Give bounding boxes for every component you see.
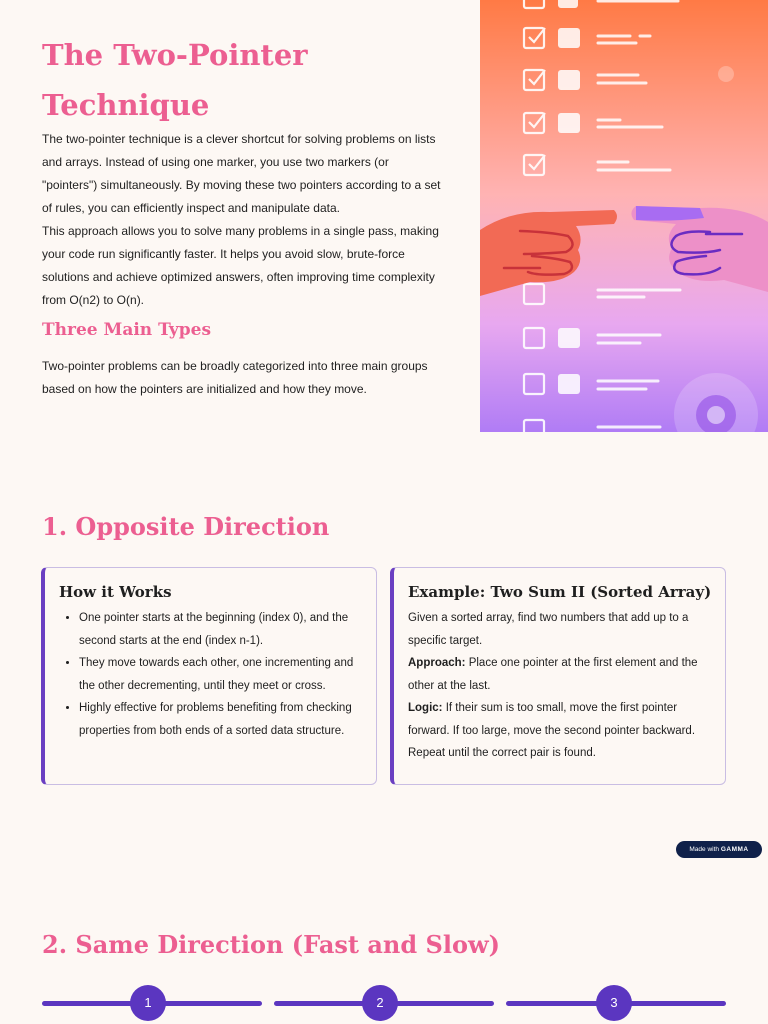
approach-label: Approach: bbox=[408, 657, 466, 669]
page-title: The Two-Pointer Technique bbox=[42, 38, 308, 122]
intro-paragraph-2: This approach allows you to solve many problems in a single pass, making your code run significantly faster. It helps you avoid slow, brute-force solutions and achieve optimized answers, often improving time complexity from O(n2) to O(n). bbox=[42, 224, 439, 307]
types-heading: Three Main Types bbox=[42, 320, 212, 340]
intro-paragraph-1: The two-pointer technique is a clever shortcut for solving problems on lists and arrays. Instead of using one marker, you use two markers (or "pointers") simultaneously. By moving these two pointers according to a set of rules, you can efficiently inspect and manipulate data. bbox=[42, 132, 441, 215]
card-title: Example: Two Sum II (Sorted Array) bbox=[408, 583, 712, 601]
how-it-works-card bbox=[41, 567, 377, 785]
approach-body: Place one pointer at the first element and the other at the last. bbox=[408, 657, 698, 692]
example-card bbox=[390, 567, 726, 785]
step-number-2: 2 bbox=[362, 985, 398, 1021]
list-item: • They move towards each other, one incrementing and the other decrementing, until they meet or cross. bbox=[79, 652, 364, 697]
logic-label: Logic: bbox=[408, 702, 443, 714]
section-heading-same-direction: 2. Same Direction (Fast and Slow) bbox=[42, 930, 500, 959]
hero-illustration bbox=[480, 0, 768, 432]
step-number-3: 3 bbox=[596, 985, 632, 1021]
types-text: Two-pointer problems can be broadly categorized into three main groups based on how the pointers are initialized and how they move. bbox=[42, 359, 428, 396]
logic-body: If their sum is too small, move the first pointer forward. If too large, move the second pointer backward. Repeat until the correct pair is found. bbox=[408, 702, 696, 759]
example-description: Given a sorted array, find two numbers that add up to a specific target. bbox=[408, 612, 689, 647]
made-with-gamma-badge[interactable] bbox=[676, 841, 762, 858]
logic-text bbox=[408, 697, 713, 765]
badge-brand: GAMMA bbox=[720, 846, 749, 853]
list-item: • One pointer starts at the beginning (index 0), and the second starts at the end (index n-1). bbox=[79, 607, 364, 652]
how-it-works-list bbox=[59, 607, 364, 742]
card-title: How it Works bbox=[59, 583, 172, 601]
list-item: • Highly effective for problems benefiting from checking properties from both ends of a sorted data structure. bbox=[79, 697, 364, 742]
badge-prefix: Made with bbox=[689, 846, 721, 853]
hands-checklist-illustration bbox=[480, 0, 768, 432]
step-number-1: 1 bbox=[130, 985, 166, 1021]
intro-text bbox=[42, 128, 442, 312]
approach-text bbox=[408, 652, 713, 697]
section-heading-opposite-direction: 1. Opposite Direction bbox=[42, 512, 330, 541]
